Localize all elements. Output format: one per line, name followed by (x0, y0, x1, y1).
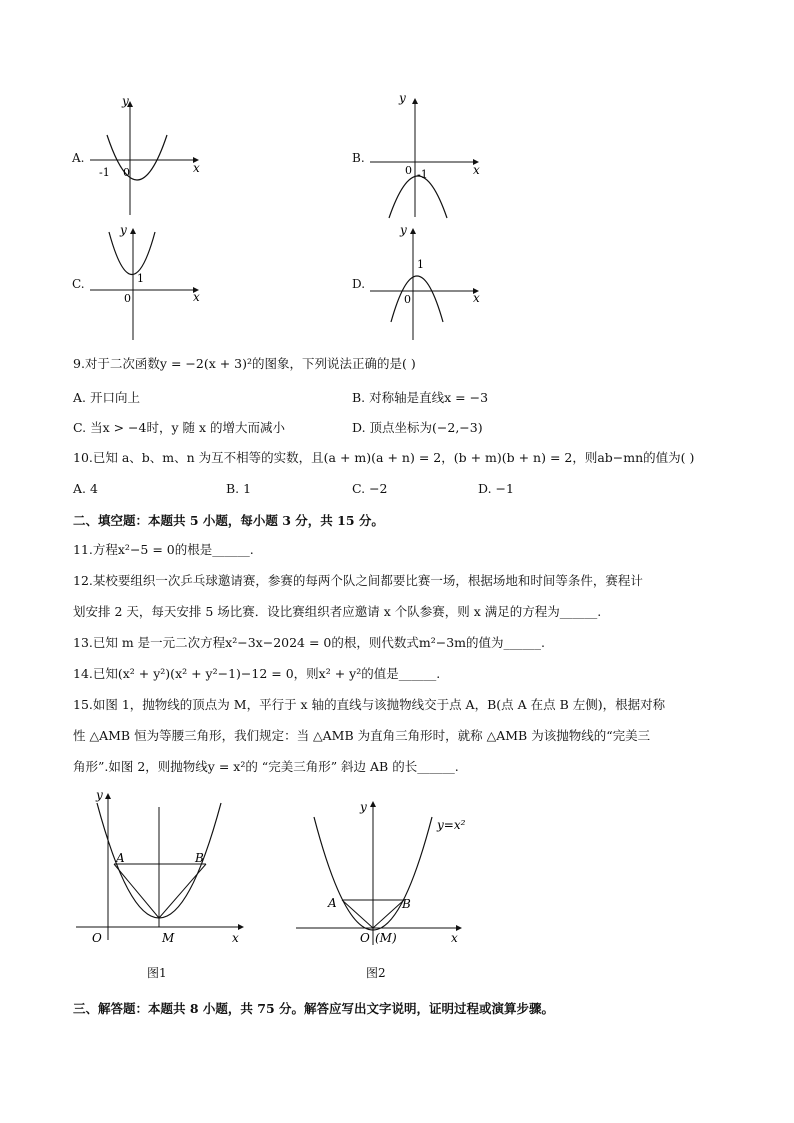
section-3-heading: 三、解答题：本题共 8 小题，共 75 分。解答应写出文字说明，证明过程或演算步骤。 (73, 1001, 555, 1016)
fig2-x-label: x (451, 931, 458, 945)
question-15-line-3: 角形”.如图 2，则抛物线y = x²的 “完美三角形” 斜边 AB 的长______. (73, 759, 459, 774)
fig2-point-b: B (402, 897, 411, 911)
graph-d-tick-2: 0 (404, 293, 411, 306)
fig1-point-b: B (195, 851, 204, 865)
graph-d (365, 222, 485, 344)
question-13: 13.已知 m 是一元二次方程x²−3x−2024 = 0的根，则代数式m²−3m的值为______. (73, 635, 545, 650)
graph-b (365, 92, 485, 222)
question-9-stem: 9.对于二次函数y = −2(x + 3)²的图象，下列说法正确的是( ) (73, 356, 416, 371)
graph-a-tick-2: 0 (123, 166, 130, 179)
question-9-option-a: A. 开口向上 (73, 390, 140, 405)
figure-2 (292, 795, 492, 950)
graph-c-x-label: x (193, 290, 200, 304)
graph-d-tick-1: 1 (417, 258, 424, 271)
question-9-option-c: C. 当x > −4时，y 随 x 的增大而减小 (73, 420, 285, 435)
graph-a-x-label: x (193, 161, 200, 175)
question-15-line-2: 性 △AMB 恒为等腰三角形，我们规定：当 △AMB 为直角三角形时，就称 △AMB 为该抛物线的“完美三 (73, 728, 651, 743)
fig1-y-label: y (96, 788, 103, 802)
graph-b-tick-2: -1 (417, 168, 428, 181)
graph-b-tick-1: 0 (405, 164, 412, 177)
fig1-point-a: A (116, 851, 125, 865)
graph-c (85, 222, 205, 344)
figure-1 (72, 785, 252, 950)
fig2-point-a: A (328, 896, 337, 910)
fig1-vertex-m: M (162, 931, 175, 945)
graph-a (85, 95, 205, 220)
option-b-label: B. (352, 151, 365, 165)
fig1-origin: O (92, 931, 102, 945)
fig2-curve-label: y=x² (437, 818, 466, 832)
question-12-line-2: 划安排 2 天，每天安排 5 场比赛．设比赛组织者应邀请 x 个队参赛，则 x 满足的方程为______. (73, 604, 602, 619)
question-10-stem: 10.已知 a、b、m、n 为互不相等的实数，且(a + m)(a + n) = 2，(b + m)(b + n) = 2，则ab−mn的值为( ) (73, 450, 695, 465)
graph-a-y-label: y (122, 94, 129, 108)
graph-d-y-label: y (400, 223, 407, 237)
graph-b-x-label: x (473, 163, 480, 177)
graph-d-x-label: x (473, 291, 480, 305)
fig2-origin: O (360, 931, 370, 945)
option-c-label: C. (72, 277, 85, 291)
graph-c-y-label: y (120, 223, 127, 237)
question-9-option-b: B. 对称轴是直线x = −3 (352, 390, 489, 405)
question-10-option-d: D. −1 (478, 481, 514, 496)
fig1-x-label: x (232, 931, 239, 945)
question-10-option-c: C. −2 (352, 481, 388, 496)
question-11: 11.方程x²−5 = 0的根是______. (73, 542, 254, 557)
option-a-label: A. (72, 151, 85, 165)
graph-b-y-label: y (399, 91, 406, 105)
question-15-line-1: 15.如图 1，抛物线的顶点为 M，平行于 x 轴的直线与该抛物线交于点 A，B(点 A 在点 B 左侧)，根据对称 (73, 697, 666, 712)
figure-2-caption: 图2 (366, 966, 386, 980)
figure-1-caption: 图1 (147, 966, 167, 980)
question-12-line-1: 12.某校要组织一次乒乓球邀请赛，参赛的每两个队之间都要比赛一场，根据场地和时间等条件，赛程计 (73, 573, 643, 588)
graph-c-tick-1: 1 (137, 272, 144, 285)
question-10-option-b: B. 1 (226, 481, 252, 496)
graph-a-tick-1: -1 (99, 166, 110, 179)
graph-c-tick-2: 0 (124, 292, 131, 305)
question-10-option-a: A. 4 (73, 481, 98, 496)
question-9-option-d: D. 顶点坐标为(−2,−3) (352, 420, 483, 435)
option-d-label: D. (352, 277, 366, 291)
fig2-y-label: y (360, 800, 367, 814)
fig2-vertex-m: (M) (375, 931, 397, 945)
section-2-heading: 二、填空题：本题共 5 小题，每小题 3 分，共 15 分。 (73, 513, 384, 528)
question-14: 14.已知(x² + y²)(x² + y²−1)−12 = 0，则x² + y²的值是______. (73, 666, 441, 681)
